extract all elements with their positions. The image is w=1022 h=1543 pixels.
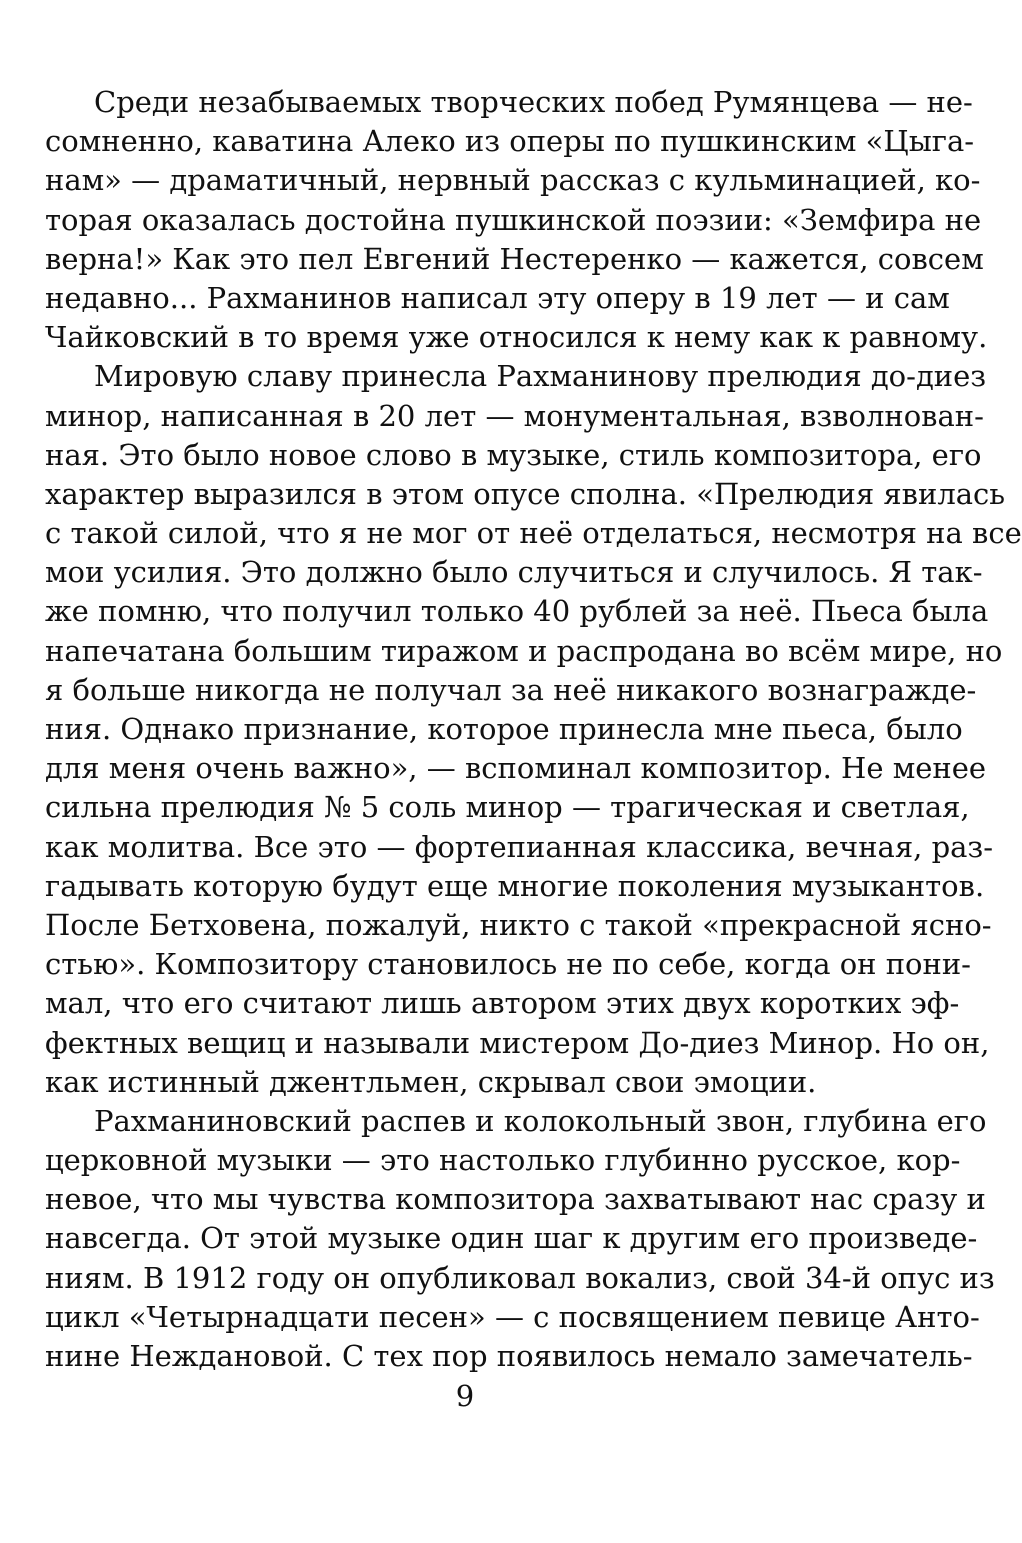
text-line: церковной музыки — это настолько глубинно русское, кор-	[45, 1143, 961, 1178]
text-line: недавно... Рахманинов написал эту оперу в 19 лет — и сам	[45, 280, 950, 315]
text-line: Чайковский в то время уже относился к нему как к равному.	[45, 320, 988, 355]
text-line: верна!» Как это пел Евгений Нестеренко — кажется, совсем	[45, 241, 984, 276]
text-line: торая оказалась достойна пушкинской поэзии: «Земфира не	[45, 202, 982, 237]
text-line: ния. Однако признание, которое принесла мне пьеса, было	[45, 712, 963, 746]
text-line: фектных вещиц и называли мистером До-диез Минор. Но он,	[45, 1025, 990, 1060]
text-line: невое, что мы чувства композитора захватывают нас сразу и	[45, 1182, 986, 1217]
paragraph	[45, 1102, 995, 1376]
text-line: ниям. В 1912 году он опубликовал вокализ, свой 34-й опус из	[45, 1260, 995, 1295]
text-line: минор, написанная в 20 лет — монументальная, взволнован-	[45, 398, 984, 433]
text-line: нине Неждановой. С тех пор появилось немало замечатель-	[45, 1339, 973, 1373]
text-line: цикл «Четырнадцати песен» — с посвящением певице Анто-	[45, 1299, 980, 1334]
text-line: навсегда. От этой музыке один шаг к другим его произведе-	[45, 1221, 978, 1256]
paragraph	[45, 83, 988, 357]
text-line: мои усилия. Это должно было случиться и случилось. Я так-	[45, 555, 983, 590]
text-line: Мировую славу принесла Рахманинову прелюдия до-диез	[94, 359, 987, 394]
text-line: Среди незабываемых творческих побед Румянцева — не-	[94, 85, 973, 119]
text-line: сильна прелюдия № 5 соль минор — трагическая и светлая,	[45, 790, 970, 825]
text-line: с такой силой, что я не мог от неё отделаться, несмотря на все	[45, 516, 1022, 551]
text-line: же помню, что получил только 40 рублей за неё. Пьеса была	[45, 594, 989, 629]
text-line: для меня очень важно», — вспоминал композитор. Не менее	[45, 751, 987, 786]
text-line: характер выразился в этом опусе сполна. «Прелюдия явилась	[45, 476, 1006, 511]
page-body	[45, 83, 1022, 1376]
text-line: сомненно, каватина Алеко из оперы по пушкинским «Цыга-	[45, 124, 975, 159]
text-line: Рахманиновский распев и колокольный звон, глубина его	[94, 1103, 987, 1138]
text-line: я больше никогда не получал за неё никакого вознагражде-	[45, 672, 977, 707]
text-line: гадывать которую будут еще многие поколения музыкантов.	[45, 868, 985, 903]
text-line: нам» — драматичный, нервный рассказ с кульминацией, ко-	[45, 163, 981, 198]
page-number: 9	[455, 1379, 475, 1413]
text-line: как молитва. Все это — фортепианная классика, вечная, раз-	[45, 829, 994, 864]
text-line: мал, что его считают лишь автором этих двух коротких эф-	[45, 986, 960, 1021]
text-line: как истинный джентльмен, скрывал свои эмоции.	[45, 1064, 817, 1099]
text-line: стью». Композитору становилось не по себе, когда он пони-	[45, 947, 971, 982]
text-line: После Бетховена, пожалуй, никто с такой «прекрасной ясно-	[45, 907, 992, 942]
text-line: напечатана большим тиражом и распродана во всём мире, но	[45, 633, 1003, 668]
text-line: ная. Это было новое слово в музыке, стиль композитора, его	[45, 437, 982, 472]
paragraph	[45, 357, 1022, 1102]
